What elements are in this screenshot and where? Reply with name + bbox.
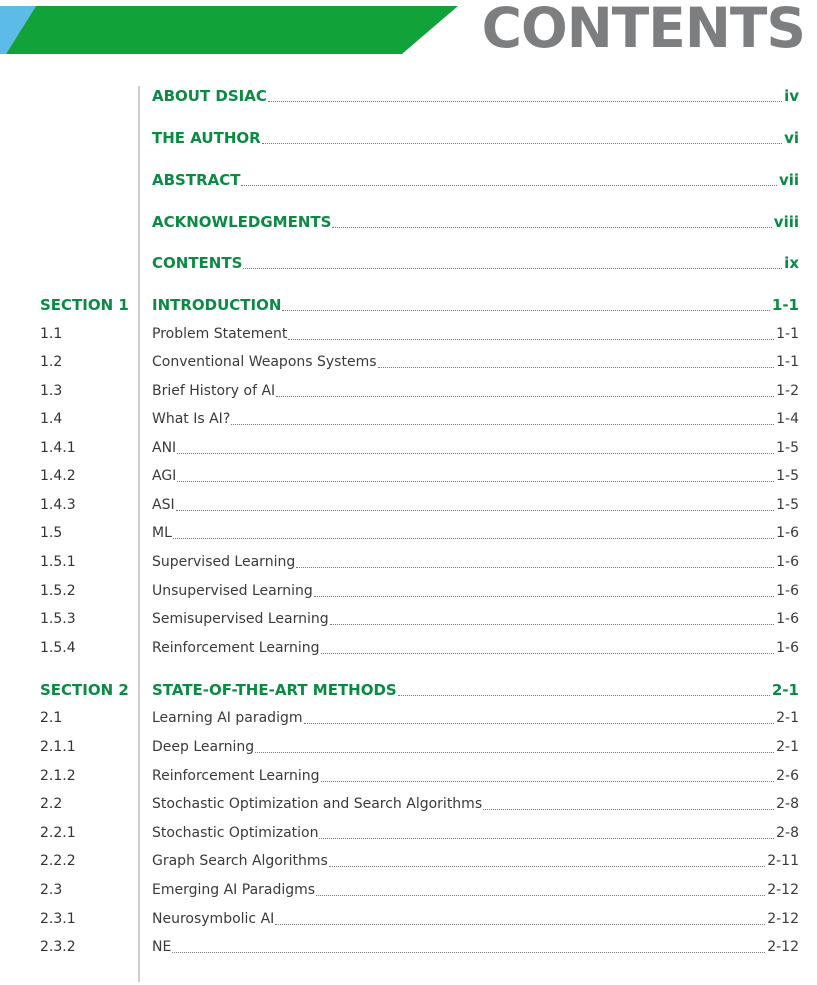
toc-entry-number: 2.3: [40, 882, 63, 898]
toc-front-matter-entry[interactable]: [0, 251, 817, 275]
toc-entry-title: THE AUTHOR: [152, 129, 261, 147]
toc-entry-title: CONTENTS: [152, 254, 243, 272]
dot-leader: [177, 480, 774, 482]
toc-entry-line: [152, 607, 799, 631]
toc-entry-page: 2-1: [776, 739, 799, 755]
toc-entry[interactable]: [0, 579, 817, 603]
toc-entry-page: 1-1: [776, 354, 799, 370]
dot-leader: [398, 694, 770, 696]
toc-entry-line: [152, 550, 799, 574]
toc-front-matter-entry[interactable]: [0, 84, 817, 108]
toc-entry[interactable]: [0, 407, 817, 431]
toc-entry[interactable]: [0, 821, 817, 845]
toc-entry[interactable]: [0, 907, 817, 931]
toc-entry-page: 2-1: [776, 710, 799, 726]
toc-entry-page: 1-6: [776, 640, 799, 656]
toc-entry-line: [152, 579, 799, 603]
toc-entry-line: [152, 935, 799, 959]
toc-entry-number: 2.2.1: [40, 825, 76, 841]
dot-leader: [316, 894, 765, 896]
toc-entry-number: 2.2: [40, 796, 63, 812]
dot-leader: [296, 566, 774, 568]
toc-entry[interactable]: [0, 636, 817, 660]
toc-entry-line: [152, 379, 799, 403]
toc-entry-title: Neurosymbolic AI: [152, 911, 275, 927]
toc-entry-page: 2-12: [767, 882, 799, 898]
toc-entry-title: Stochastic Optimization and Search Algorithms: [152, 796, 483, 812]
toc-entry-number: SECTION 1: [40, 296, 129, 314]
toc-entry-title: ACKNOWLEDGMENTS: [152, 213, 332, 231]
toc-entry-line: [152, 878, 799, 902]
dot-leader: [255, 751, 774, 753]
toc-entry-number: 1.5.4: [40, 640, 76, 656]
dot-leader: [173, 537, 774, 539]
dot-leader: [176, 509, 775, 511]
toc-entry-page: viii: [773, 213, 799, 231]
toc-entry-number: 2.1.1: [40, 739, 76, 755]
toc-entry[interactable]: [0, 436, 817, 460]
toc-entry-number: 1.4.2: [40, 468, 76, 484]
toc-entry[interactable]: [0, 792, 817, 816]
toc-entry-page: 1-1: [776, 326, 799, 342]
toc-entry-number: 2.2.2: [40, 853, 76, 869]
dot-leader: [378, 366, 775, 368]
toc-section-entry[interactable]: [0, 678, 817, 702]
toc-entry-title: Semisupervised Learning: [152, 611, 329, 627]
toc-entry-page: ix: [784, 254, 799, 272]
toc-entry[interactable]: [0, 764, 817, 788]
toc-entry-line: [152, 792, 799, 816]
toc-entry-number: 1.5.3: [40, 611, 76, 627]
dot-leader: [332, 226, 771, 228]
toc-entry-line: [152, 84, 799, 108]
toc-entry-title: Emerging AI Paradigms: [152, 882, 316, 898]
header-banner: [0, 0, 817, 60]
toc-entry-page: 1-6: [776, 554, 799, 570]
toc-entry-line: [152, 407, 799, 431]
dot-leader: [262, 142, 782, 144]
dot-leader: [275, 923, 765, 925]
toc-entry-page: 1-6: [776, 583, 799, 599]
toc-entry-title: ASI: [152, 497, 175, 513]
toc-entry-page: 2-12: [767, 911, 799, 927]
toc-entry-line: [152, 735, 799, 759]
toc-entry[interactable]: [0, 706, 817, 730]
toc-entry-page: 2-12: [767, 939, 799, 955]
toc-entry-line: [152, 168, 799, 192]
toc-entry[interactable]: [0, 607, 817, 631]
toc-entry-page: 1-2: [776, 383, 799, 399]
dot-leader: [321, 652, 775, 654]
toc-entry-page: 1-5: [776, 468, 799, 484]
dot-leader: [483, 808, 774, 810]
toc-entry[interactable]: [0, 550, 817, 574]
toc-entry-line: [152, 678, 799, 702]
toc-entry-title: Problem Statement: [152, 326, 288, 342]
toc-entry-line: [152, 764, 799, 788]
toc-entry-line: [152, 521, 799, 545]
dot-leader: [282, 309, 769, 311]
toc-entry-title: Deep Learning: [152, 739, 255, 755]
toc-entry-page: vi: [784, 129, 799, 147]
toc-entry-line: [152, 210, 799, 234]
toc-entry-title: ABOUT DSIAC: [152, 87, 267, 105]
toc-entry-title: Reinforcement Learning: [152, 640, 320, 656]
toc-section-entry[interactable]: [0, 293, 817, 317]
toc-entry-line: [152, 350, 799, 374]
toc-entry-title: ABSTRACT: [152, 171, 241, 189]
dot-leader: [304, 722, 775, 724]
toc-entry-number: 1.1: [40, 326, 63, 342]
toc-entry[interactable]: [0, 322, 817, 346]
toc-entry-title: INTRODUCTION: [152, 296, 282, 314]
toc-entry-line: [152, 251, 799, 275]
dot-leader: [288, 338, 774, 340]
toc-entry-title: Graph Search Algorithms: [152, 853, 328, 869]
dot-leader: [241, 184, 776, 186]
toc-entry-page: vii: [778, 171, 799, 189]
page-title: CONTENTS: [481, 0, 805, 60]
toc-entry-line: [152, 849, 799, 873]
toc-entry-title: Reinforcement Learning: [152, 768, 320, 784]
toc-entry-page: 1-4: [776, 411, 799, 427]
toc-entry[interactable]: [0, 493, 817, 517]
toc-entry-line: [152, 907, 799, 931]
toc-entry-title: ML: [152, 525, 172, 541]
toc-entry-title: Unsupervised Learning: [152, 583, 313, 599]
toc-entry-line: [152, 436, 799, 460]
dot-leader: [321, 780, 775, 782]
toc-entry-number: 1.3: [40, 383, 63, 399]
toc-entry-number: 1.5.2: [40, 583, 76, 599]
toc-entry-page: 1-6: [776, 611, 799, 627]
toc-entry[interactable]: [0, 521, 817, 545]
toc-entry-title: Learning AI paradigm: [152, 710, 303, 726]
toc-entry-number: 1.5.1: [40, 554, 76, 570]
toc-entry-page: 1-1: [771, 296, 799, 314]
toc-front-matter-entry[interactable]: [0, 126, 817, 150]
toc-entry-line: [152, 126, 799, 150]
dot-leader: [314, 595, 774, 597]
toc-entry-page: iv: [784, 87, 799, 105]
dot-leader: [243, 267, 782, 269]
toc-entry-title: ANI: [152, 440, 177, 456]
toc-entry-number: 2.1.2: [40, 768, 76, 784]
toc-entry-number: 2.3.2: [40, 939, 76, 955]
dot-leader: [268, 100, 782, 102]
toc-entry-line: [152, 464, 799, 488]
toc-entry-number: 1.4: [40, 411, 63, 427]
dot-leader: [330, 623, 774, 625]
toc-entry-line: [152, 821, 799, 845]
toc-entry-number: 2.3.1: [40, 911, 76, 927]
toc-entry-number: 1.4.3: [40, 497, 76, 513]
toc-entry-title: What Is AI?: [152, 411, 231, 427]
dot-leader: [172, 951, 765, 953]
toc-entry-number: 1.4.1: [40, 440, 76, 456]
toc-entry-line: [152, 293, 799, 317]
toc-entry-title: NE: [152, 939, 172, 955]
toc-entry-title: Stochastic Optimization: [152, 825, 319, 841]
toc-entry-page: 2-8: [776, 796, 799, 812]
toc-entry-line: [152, 493, 799, 517]
toc-entry-page: 1-6: [776, 525, 799, 541]
toc-entry-title: Conventional Weapons Systems: [152, 354, 377, 370]
toc-entry[interactable]: [0, 350, 817, 374]
toc-entry-page: 2-6: [776, 768, 799, 784]
toc-entry-title: STATE-OF-THE-ART METHODS: [152, 681, 397, 699]
toc-entry-page: 2-8: [776, 825, 799, 841]
toc-entry-line: [152, 322, 799, 346]
dot-leader: [177, 452, 774, 454]
toc-entry-number: 2.1: [40, 710, 63, 726]
dot-leader: [319, 837, 774, 839]
toc-entry-line: [152, 706, 799, 730]
toc-entry[interactable]: [0, 849, 817, 873]
toc-entry-page: 1-5: [776, 497, 799, 513]
toc-entry-number: 1.5: [40, 525, 63, 541]
toc-entry-page: 2-1: [771, 681, 799, 699]
toc-entry-number: 1.2: [40, 354, 63, 370]
banner-green-stripe: [6, 6, 458, 54]
dot-leader: [276, 395, 774, 397]
toc-entry-page: 2-11: [767, 853, 799, 869]
toc-entry-title: Brief History of AI: [152, 383, 276, 399]
toc-entry[interactable]: [0, 735, 817, 759]
toc-entry[interactable]: [0, 935, 817, 959]
toc-entry-line: [152, 636, 799, 660]
toc-entry-title: Supervised Learning: [152, 554, 296, 570]
toc-entry-title: AGI: [152, 468, 177, 484]
toc-front-matter-entry[interactable]: [0, 168, 817, 192]
toc-entry[interactable]: [0, 379, 817, 403]
toc-entry-number: SECTION 2: [40, 681, 129, 699]
toc-entry[interactable]: [0, 878, 817, 902]
dot-leader: [231, 423, 774, 425]
toc-front-matter-entry[interactable]: [0, 210, 817, 234]
toc-entry-page: 1-5: [776, 440, 799, 456]
toc-entry[interactable]: [0, 464, 817, 488]
dot-leader: [329, 865, 765, 867]
